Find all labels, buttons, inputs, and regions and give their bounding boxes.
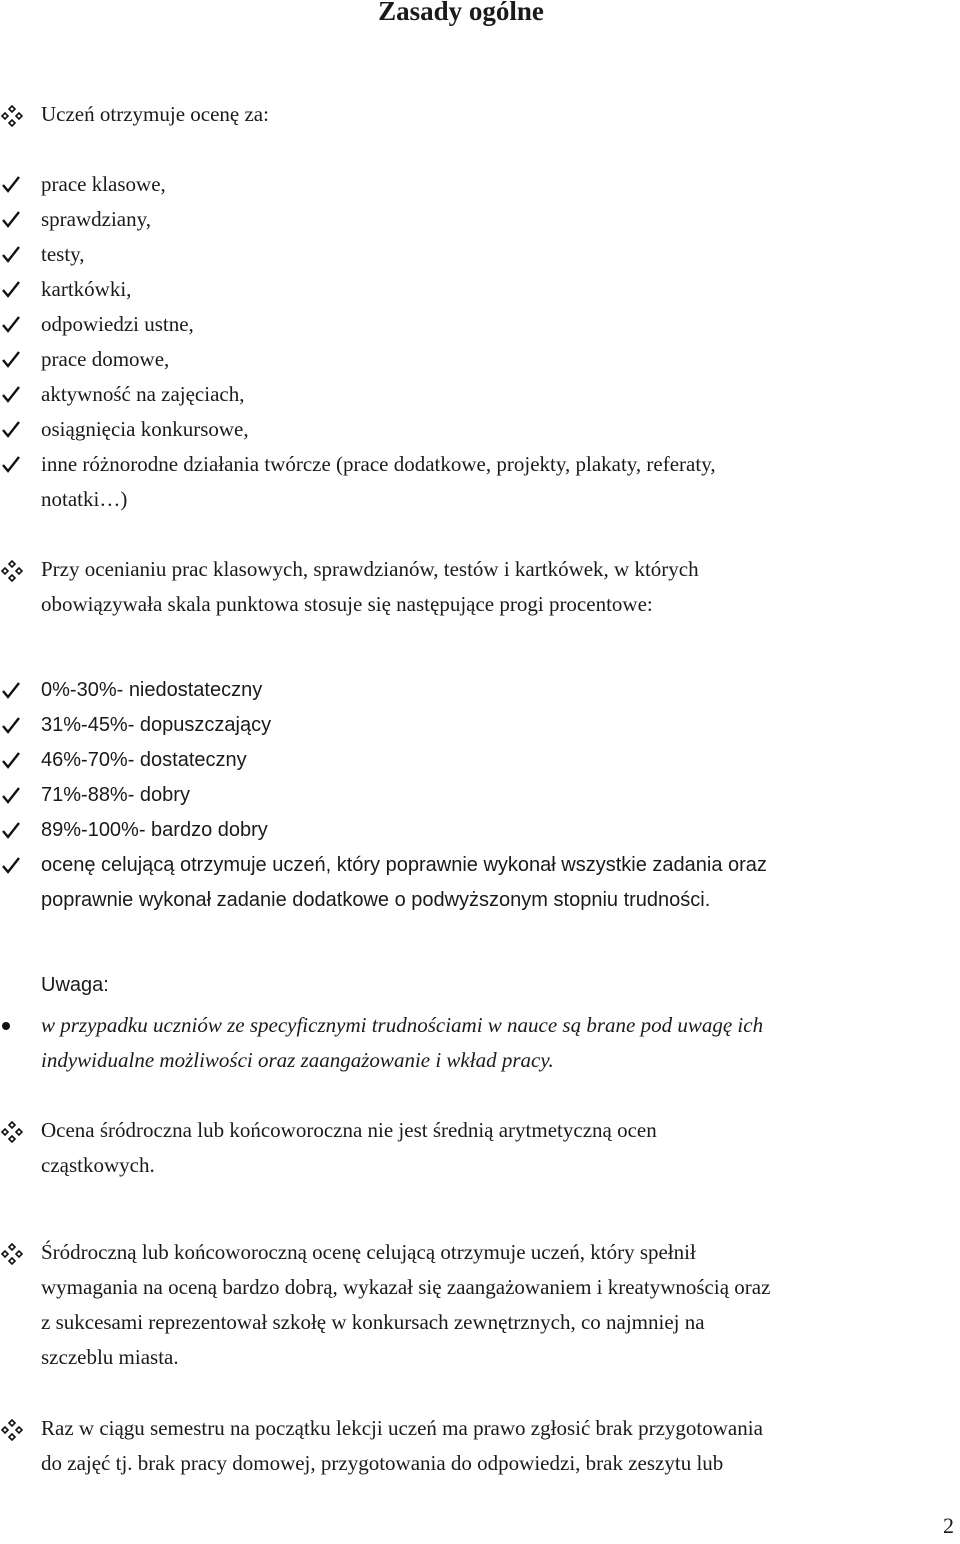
section-heading-grades-for: Uczeń otrzymuje ocenę za: [41, 97, 269, 132]
page-number: 2 [943, 1513, 954, 1538]
check-icon [1, 167, 25, 202]
check-icon [1, 237, 25, 272]
section-heading-unprepared: Raz w ciągu semestru na początku lekcji uczeń ma prawo zgłosić brak przygotowania [41, 1411, 763, 1446]
note-label: Uwaga: [41, 974, 109, 996]
paragraph-line: do zajęć tj. brak pracy domowej, przygotowania do odpowiedzi, brak zeszytu lub [41, 1451, 724, 1475]
page-title: Zasady ogólne [378, 0, 544, 26]
diamond-bullet-icon [1, 1235, 25, 1270]
paragraph-line: szczeblu miasta. [41, 1345, 179, 1369]
check-icon [1, 412, 25, 447]
section-heading-thresholds: Przy ocenianiu prac klasowych, sprawdzianów, testów i kartkówek, w których [41, 552, 699, 587]
paragraph-line: cząstkowych. [41, 1153, 155, 1177]
paragraph-line: wymagania na oceną bardzo dobrą, wykazał się zaangażowaniem i kreatywnością oraz [41, 1275, 771, 1299]
note-text: w przypadku uczniów ze specyficznymi trudnościami w nauce są brane pod uwagę ich [41, 1008, 763, 1043]
section-heading-celujaca: Śródroczną lub końcoworoczną ocenę celującą otrzymuje uczeń, który spełnił [41, 1235, 696, 1270]
check-icon [1, 307, 25, 342]
check-icon [1, 708, 25, 743]
diamond-bullet-icon [1, 1113, 25, 1148]
check-icon [1, 848, 25, 883]
list-item: osiągnięcia konkursowe, [41, 412, 249, 447]
check-icon [1, 743, 25, 778]
list-item: sprawdziany, [41, 202, 151, 237]
list-item: inne różnorodne działania twórcze (prace dodatkowe, projekty, plakaty, referaty, [41, 447, 716, 482]
check-icon [1, 447, 25, 482]
threshold-item: 0%-30%- niedostateczny [41, 673, 262, 708]
threshold-item: 89%-100%- bardzo dobry [41, 813, 268, 848]
diamond-bullet-icon [1, 1411, 25, 1446]
threshold-item-celujaca: ocenę celującą otrzymuje uczeń, który poprawnie wykonał wszystkie zadania oraz [41, 848, 767, 883]
dot-bullet-icon [1, 1008, 25, 1043]
check-icon [1, 377, 25, 412]
paragraph-line: z sukcesami reprezentował szkołę w konkursach zewnętrznych, co najmniej na [41, 1310, 705, 1334]
list-item: kartkówki, [41, 272, 131, 307]
check-icon [1, 342, 25, 377]
check-icon [1, 272, 25, 307]
list-item: aktywność na zajęciach, [41, 377, 244, 412]
diamond-bullet-icon [1, 552, 25, 587]
check-icon [1, 813, 25, 848]
check-icon [1, 202, 25, 237]
list-item: odpowiedzi ustne, [41, 307, 194, 342]
threshold-item: 31%-45%- dopuszczający [41, 708, 271, 743]
list-item: prace klasowe, [41, 167, 166, 202]
check-icon [1, 673, 25, 708]
note-text-line2: indywidualne możliwości oraz zaangażowanie i wkład pracy. [41, 1048, 554, 1072]
threshold-item: 71%-88%- dobry [41, 778, 190, 813]
threshold-item: 46%-70%- dostateczny [41, 743, 247, 778]
list-item: testy, [41, 237, 85, 272]
paragraph-line: poprawnie wykonał zadanie dodatkowe o podwyższonym stopniu trudności. [41, 889, 711, 911]
check-icon [1, 778, 25, 813]
list-item: prace domowe, [41, 342, 169, 377]
diamond-bullet-icon [1, 97, 25, 132]
section-heading-average: Ocena śródroczna lub końcoworoczna nie jest średnią arytmetyczną ocen [41, 1113, 657, 1148]
paragraph-line: obowiązywała skala punktowa stosuje się następujące progi procentowe: [41, 592, 653, 616]
list-item-continuation: notatki…) [41, 487, 128, 511]
